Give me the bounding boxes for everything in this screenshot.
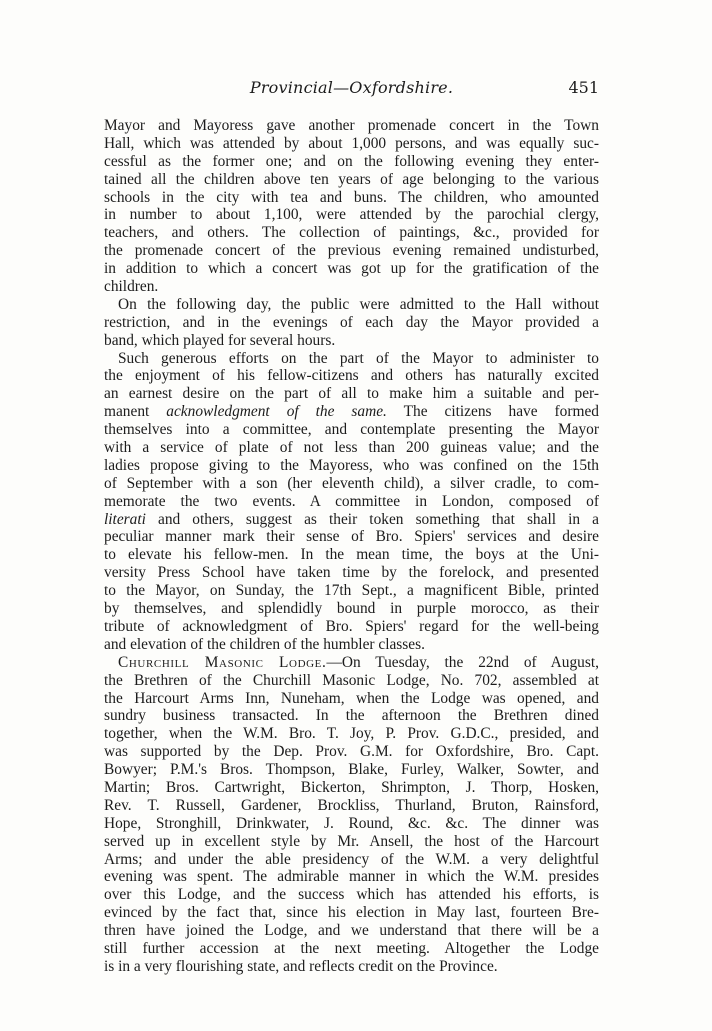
text-line: themselves into a committee, and contemplate presenting the Mayor [104,421,599,439]
text-line: the Harcourt Arms Inn, Nuneham, when the Lodge was opened, and [104,689,599,707]
text-line: Hall, which was attended by about 1,000 persons, and was equally suc- [104,134,599,152]
text-line: the enjoyment of his fellow-citizens and others has naturally excited [104,367,599,385]
text-line: over this Lodge, and the success which has attended his efforts, is [104,886,599,904]
text-line: the Brethren of the Churchill Masonic Lodge, No. 702, assembled at [104,671,599,689]
page-number: 451 [568,78,599,97]
text-line: of September with a son (her eleventh child), a silver cradle, to com- [104,474,599,492]
body-text [104,117,599,976]
text-line: memorate the two events. A committee in London, composed of [104,492,599,510]
text-line: peculiar manner mark their sense of Bro. Spiers' services and desire [104,528,599,546]
text-line: in number to about 1,100, were attended by the parochial clergy, [104,206,599,224]
text-line: On the following day, the public were admitted to the Hall without [118,295,599,313]
text-line: Such generous efforts on the part of the Mayor to administer to [118,349,599,367]
text-line: Bowyer; P.M.'s Bros. Thompson, Blake, Furley, Walker, Sowter, and [104,761,599,779]
italic-text: acknowledgment of the same. [166,403,387,421]
text-line: evening was spent. The admirable manner in which the W.M. presides [104,868,599,886]
text-line: is in a very flourishing state, and reflects credit on the Province. [104,957,498,975]
text-line: Martin; Bros. Cartwright, Bickerton, Shrimpton, J. Thorp, Hosken, [104,778,599,796]
text-line: to the Mayor, on Sunday, the 17th Sept., a magnificent Bible, printed [104,582,599,600]
text-line: with a service of plate of not less than 200 guineas value; and the [104,439,599,457]
text-line: served up in excellent style by Mr. Ansell, the host of the Harcourt [104,832,599,850]
text-line: Rev. T. Russell, Gardener, Brockliss, Thurland, Bruton, Rainsford, [104,796,599,814]
text-line: versity Press School have taken time by the forelock, and presented [104,564,599,582]
text-line: and elevation of the children of the humbler classes. [104,635,425,653]
running-title: Provincial—Oxfordshire. [249,78,454,97]
text-line: Churchill Masonic Lodge.—On Tuesday, the 22nd of August, [118,653,599,671]
text-line: in addition to which a concert was got up for the gratification of the [104,260,599,278]
text-line: restriction, and in the evenings of each day the Mayor provided a [104,313,599,331]
text-line: the promenade concert of the previous evening remained undisturbed, [104,242,599,260]
text-line: band, which played for several hours. [104,331,336,349]
text-line: ladies propose giving to the Mayoress, who was confined on the 15th [104,456,599,474]
text-line: was supported by the Dep. Prov. G.M. for Oxfordshire, Bro. Capt. [104,743,599,761]
text-line: thren have joined the Lodge, and we understand that there will be a [104,922,599,940]
text-line: still further accession at the next meeting. Altogether the Lodge [104,939,599,957]
running-head [104,78,599,102]
text-line: Arms; and under the able presidency of the W.M. a very delightful [104,850,599,868]
text-line: cessful as the former one; and on the following evening they enter- [104,152,599,170]
text-line: sundry business transacted. In the afternoon the Brethren dined [104,707,599,725]
text-line: schools in the city with tea and buns. The children, who amounted [104,188,599,206]
text-line: tribute of acknowledgment of Bro. Spiers' regard for the well-being [104,617,599,635]
text-line: children. [104,278,159,296]
section-heading: Churchill Masonic Lodge. [118,653,327,671]
text-line: literati and others, suggest as their token something that shall in a [104,510,599,528]
text-line: manent acknowledgment of the same. The citizens have formed [104,403,599,421]
text-line: evinced by the fact that, since his election in May last, fourteen Bre- [104,904,599,922]
italic-text: literati [104,510,146,528]
text-line: by themselves, and splendidly bound in purple morocco, as their [104,600,599,618]
text-line: teachers, and others. The collection of paintings, &c., provided for [104,224,599,242]
text-line: together, when the W.M. Bro. T. Joy, P. Prov. G.D.C., presided, and [104,725,599,743]
text-line: tained all the children above ten years of age belonging to the various [104,170,599,188]
text-line: Mayor and Mayoress gave another promenade concert in the Town [104,117,599,134]
text-line: Hope, Stronghill, Drinkwater, J. Round, &c. &c. The dinner was [104,814,599,832]
text-line: an earnest desire on the part of all to make him a suitable and per- [104,385,599,403]
text-line: to elevate his fellow-men. In the mean time, the boys at the Uni- [104,546,599,564]
